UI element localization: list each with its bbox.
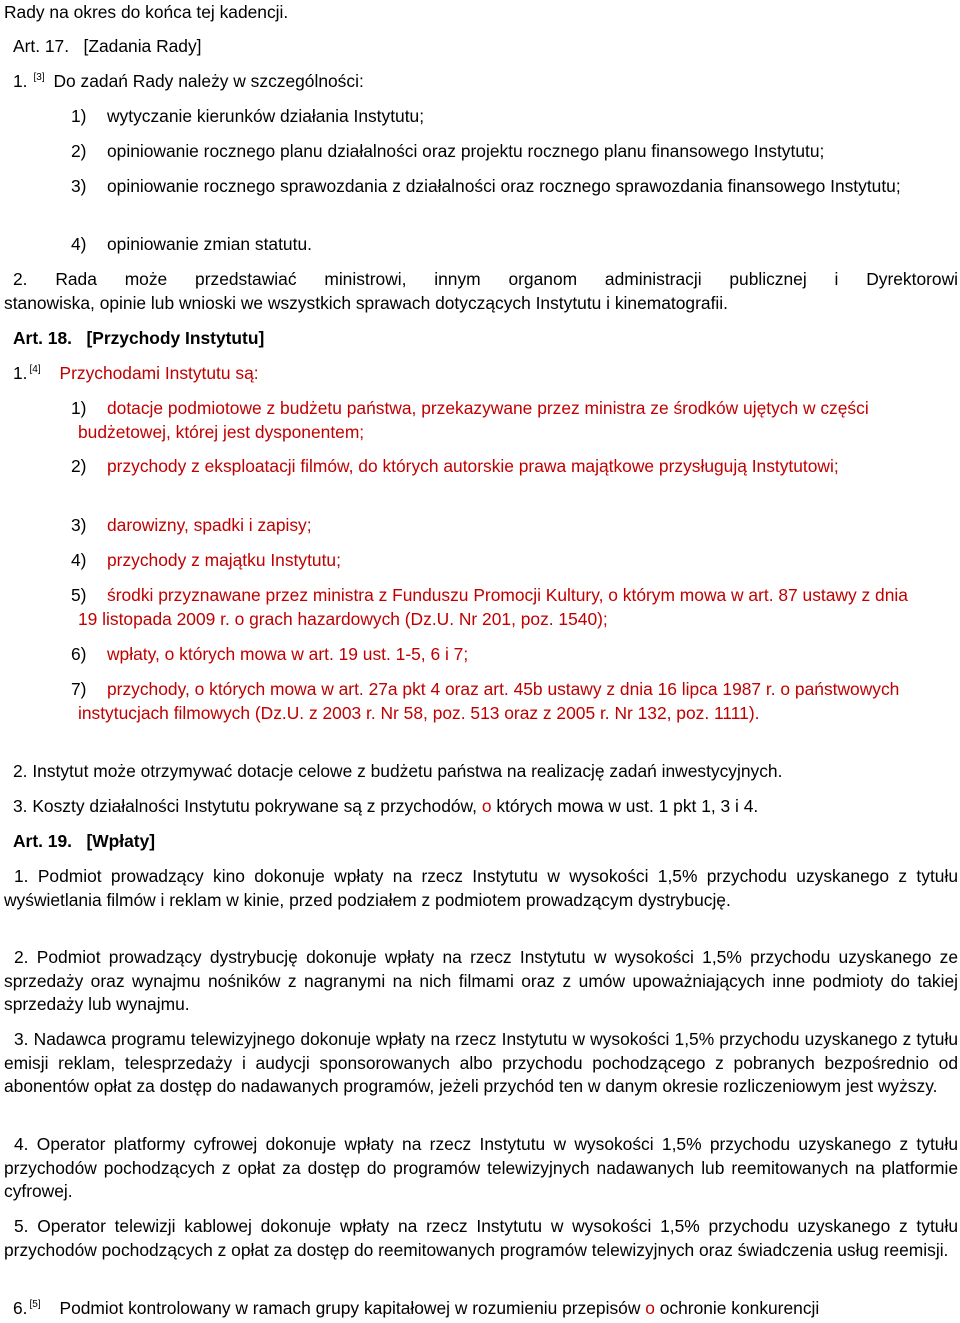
article-17-heading: Art. 17. [Zadania Rady] xyxy=(13,36,202,56)
art18-para2: 2. Instytut może otrzymywać dotacje celowe z budżetu państwa na realizację zadań inwestycyjnych. xyxy=(13,761,783,781)
art19-para: 5. Operator telewizji kablowej dokonuje wpłaty na rzecz Instytutu w wysokości 1,5% przychodu uzyskanego z tytułu przychodów pochodzących z opłat za dostęp do reemitowanych programów telewizyjnych oraz świadczenia usług reemisji. xyxy=(4,1216,958,1260)
art19-para: 3. Nadawca programu telewizyjnego dokonuje wpłaty na rzecz Instytutu w wysokości 1,5% przychodu uzyskanego z tytułu emisji reklam, telesprzedaży i audycji sponsorowanych albo przychodu pochodzącego z pobranych bezpośrednio od abonentów opłat za dostęp do nadawanych programów, jeżeli przychód ten w danym okresie rozliczeniowym jest wyższy. xyxy=(4,1029,958,1096)
art19-para: 2. Podmiot prowadzący dystrybucję dokonuje wpłaty na rzecz Instytutu w wysokości 1,5% przychodu uzyskanego ze sprzedaży oraz wynajmu nośników z nagranymi na nich filmami oraz z umów upoważniających inne podmioty do takiej sprzedaży lub wynajmu. xyxy=(4,947,958,1014)
art18-para1: 1. [4] Przychodami Instytutu są: xyxy=(13,363,259,383)
footnote-ref: [3] xyxy=(33,72,45,84)
footnote-ref: [5] xyxy=(29,1299,41,1311)
art19-para: 4. Operator platformy cyfrowej dokonuje wpłaty na rzecz Instytutu w wysokości 1,5% przychodu uzyskanego z tytułu przychodów pochodzących z opłat za dostęp do programów telewizyjnych nadawanych lub reemitowanych na platformie cyfrowej. xyxy=(4,1134,958,1201)
art19-para6: 6. [5] Podmiot kontrolowany w ramach grupy kapitałowej w rozumieniu przepisów o ochronie konkurencji xyxy=(13,1298,820,1318)
article-18-heading: Art. 18. [Przychody Instytutu] xyxy=(13,328,265,348)
text-line: Rady na okres do końca tej kadencji. xyxy=(4,2,289,22)
art17-para1: 1. [3] Do zadań Rady należy w szczególności: xyxy=(13,71,364,91)
art17-para2-line1: 2. Rada może przedstawiać ministrowi, innym organom administracji publicznej i Dyrektorowi xyxy=(13,269,958,289)
article-19-heading: Art. 19. [Wpłaty] xyxy=(13,831,156,851)
art18-para3: 3. Koszty działalności Instytutu pokrywane są z przychodów, o których mowa w ust. 1 pkt 1, 3 i 4. xyxy=(13,796,759,816)
footnote-ref: [4] xyxy=(29,364,41,376)
art19-para: 1. Podmiot prowadzący kino dokonuje wpłaty na rzecz Instytutu w wysokości 1,5% przychodu uzyskanego z tytułu wyświetlania filmów i reklam w kinie, przed podziałem z podmiotem prowadzącym dystrybucję. xyxy=(4,866,958,910)
art17-para2-line2: stanowiska, opinie lub wnioski we wszystkich sprawach dotyczących Instytutu i kinematografii. xyxy=(4,293,728,313)
